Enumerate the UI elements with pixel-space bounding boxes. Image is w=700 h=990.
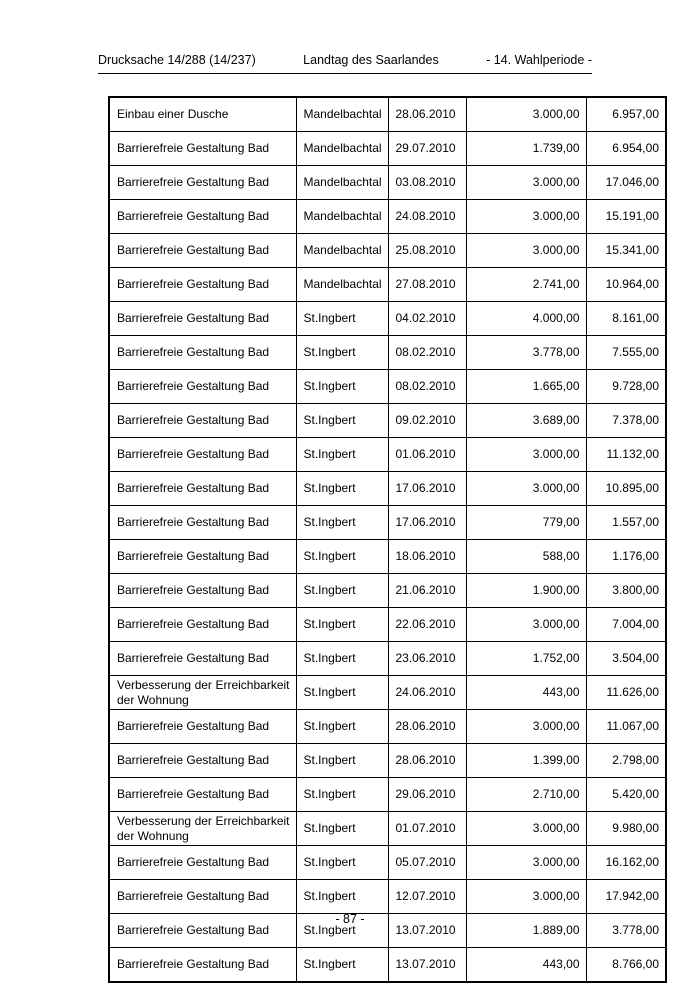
- municipality-cell: St.Ingbert: [296, 642, 388, 676]
- total-cell: 17.942,00: [586, 880, 666, 914]
- measure-cell: Barrierefreie Gestaltung Bad: [109, 744, 296, 778]
- amount-cell: 3.778,00: [466, 336, 586, 370]
- measure-cell: Barrierefreie Gestaltung Bad: [109, 914, 296, 948]
- table-row: [109, 268, 666, 302]
- total-cell: 8.161,00: [586, 302, 666, 336]
- amount-cell: 3.000,00: [466, 880, 586, 914]
- date-cell: 25.08.2010: [388, 234, 466, 268]
- amount-cell: 3.000,00: [466, 200, 586, 234]
- amount-cell: 3.000,00: [466, 166, 586, 200]
- date-cell: 04.02.2010: [388, 302, 466, 336]
- municipality-cell: Mandelbachtal: [296, 234, 388, 268]
- municipality-cell: St.Ingbert: [296, 336, 388, 370]
- date-cell: 28.06.2010: [388, 710, 466, 744]
- amount-cell: 3.000,00: [466, 97, 586, 132]
- total-cell: 1.176,00: [586, 540, 666, 574]
- amount-cell: 443,00: [466, 676, 586, 710]
- measure-cell: Verbesserung der Erreichbarkeit der Wohnung: [109, 812, 296, 846]
- measure-cell: Barrierefreie Gestaltung Bad: [109, 302, 296, 336]
- total-cell: 2.798,00: [586, 744, 666, 778]
- total-cell: 15.341,00: [586, 234, 666, 268]
- total-cell: 7.378,00: [586, 404, 666, 438]
- date-cell: 05.07.2010: [388, 846, 466, 880]
- municipality-cell: Mandelbachtal: [296, 268, 388, 302]
- date-cell: 23.06.2010: [388, 642, 466, 676]
- amount-cell: 3.000,00: [466, 608, 586, 642]
- page-footer: [0, 912, 700, 926]
- municipality-cell: St.Ingbert: [296, 506, 388, 540]
- date-cell: 28.06.2010: [388, 97, 466, 132]
- table-row: [109, 812, 666, 846]
- date-cell: 03.08.2010: [388, 166, 466, 200]
- amount-cell: 3.000,00: [466, 234, 586, 268]
- amount-cell: 2.741,00: [466, 268, 586, 302]
- amount-cell: 443,00: [466, 948, 586, 983]
- table-row: [109, 846, 666, 880]
- measure-cell: Verbesserung der Erreichbarkeit der Wohnung: [109, 676, 296, 710]
- municipality-cell: St.Ingbert: [296, 608, 388, 642]
- amount-cell: 1.889,00: [466, 914, 586, 948]
- date-cell: 13.07.2010: [388, 948, 466, 983]
- table-row: [109, 778, 666, 812]
- total-cell: 1.557,00: [586, 506, 666, 540]
- total-cell: 3.504,00: [586, 642, 666, 676]
- date-cell: 28.06.2010: [388, 744, 466, 778]
- page-number: - 87 -: [335, 912, 365, 926]
- total-cell: 10.895,00: [586, 472, 666, 506]
- amount-cell: 3.000,00: [466, 472, 586, 506]
- measure-cell: Barrierefreie Gestaltung Bad: [109, 166, 296, 200]
- header-parliament-title: Landtag des Saarlandes: [303, 53, 439, 67]
- table-row: [109, 574, 666, 608]
- municipality-cell: St.Ingbert: [296, 778, 388, 812]
- amount-cell: 3.000,00: [466, 812, 586, 846]
- measure-cell: Barrierefreie Gestaltung Bad: [109, 642, 296, 676]
- municipality-cell: Mandelbachtal: [296, 97, 388, 132]
- total-cell: 3.800,00: [586, 574, 666, 608]
- table-row: [109, 506, 666, 540]
- measure-cell: Barrierefreie Gestaltung Bad: [109, 506, 296, 540]
- municipality-cell: St.Ingbert: [296, 540, 388, 574]
- total-cell: 9.728,00: [586, 370, 666, 404]
- table-row: [109, 472, 666, 506]
- measure-cell: Barrierefreie Gestaltung Bad: [109, 540, 296, 574]
- document-header: [98, 54, 592, 74]
- date-cell: 01.07.2010: [388, 812, 466, 846]
- header-drucksache-number: Drucksache 14/288 (14/237): [98, 53, 256, 67]
- measure-cell: Barrierefreie Gestaltung Bad: [109, 404, 296, 438]
- amount-cell: 588,00: [466, 540, 586, 574]
- table-row: [109, 234, 666, 268]
- amount-cell: 3.000,00: [466, 846, 586, 880]
- measure-cell: Barrierefreie Gestaltung Bad: [109, 200, 296, 234]
- date-cell: 29.06.2010: [388, 778, 466, 812]
- table-row: [109, 166, 666, 200]
- total-cell: 6.954,00: [586, 132, 666, 166]
- measure-cell: Barrierefreie Gestaltung Bad: [109, 438, 296, 472]
- municipality-cell: Mandelbachtal: [296, 166, 388, 200]
- municipality-cell: St.Ingbert: [296, 710, 388, 744]
- table-row: [109, 540, 666, 574]
- amount-cell: 1.752,00: [466, 642, 586, 676]
- total-cell: 8.766,00: [586, 948, 666, 983]
- measure-cell: Barrierefreie Gestaltung Bad: [109, 574, 296, 608]
- municipality-cell: St.Ingbert: [296, 472, 388, 506]
- measure-cell: Barrierefreie Gestaltung Bad: [109, 778, 296, 812]
- measure-cell: Barrierefreie Gestaltung Bad: [109, 710, 296, 744]
- date-cell: 01.06.2010: [388, 438, 466, 472]
- amount-cell: 1.739,00: [466, 132, 586, 166]
- date-cell: 18.06.2010: [388, 540, 466, 574]
- table-row: [109, 744, 666, 778]
- header-wahlperiode: - 14. Wahlperiode -: [486, 53, 592, 67]
- municipality-cell: St.Ingbert: [296, 370, 388, 404]
- municipality-cell: St.Ingbert: [296, 676, 388, 710]
- date-cell: 24.06.2010: [388, 676, 466, 710]
- municipality-cell: St.Ingbert: [296, 812, 388, 846]
- municipality-cell: Mandelbachtal: [296, 132, 388, 166]
- municipality-cell: St.Ingbert: [296, 880, 388, 914]
- date-cell: 08.02.2010: [388, 370, 466, 404]
- table-row: [109, 438, 666, 472]
- municipality-cell: St.Ingbert: [296, 914, 388, 948]
- total-cell: 7.555,00: [586, 336, 666, 370]
- measure-cell: Barrierefreie Gestaltung Bad: [109, 846, 296, 880]
- measure-cell: Barrierefreie Gestaltung Bad: [109, 472, 296, 506]
- municipality-cell: St.Ingbert: [296, 404, 388, 438]
- total-cell: 15.191,00: [586, 200, 666, 234]
- measure-cell: Barrierefreie Gestaltung Bad: [109, 132, 296, 166]
- measure-cell: Barrierefreie Gestaltung Bad: [109, 234, 296, 268]
- measure-cell: Barrierefreie Gestaltung Bad: [109, 268, 296, 302]
- total-cell: 5.420,00: [586, 778, 666, 812]
- table-row: [109, 608, 666, 642]
- date-cell: 17.06.2010: [388, 506, 466, 540]
- municipality-cell: St.Ingbert: [296, 574, 388, 608]
- amount-cell: 779,00: [466, 506, 586, 540]
- total-cell: 7.004,00: [586, 608, 666, 642]
- table-row: [109, 370, 666, 404]
- total-cell: 11.626,00: [586, 676, 666, 710]
- total-cell: 10.964,00: [586, 268, 666, 302]
- amount-cell: 3.000,00: [466, 438, 586, 472]
- amount-cell: 3.689,00: [466, 404, 586, 438]
- amount-cell: 1.665,00: [466, 370, 586, 404]
- date-cell: 21.06.2010: [388, 574, 466, 608]
- date-cell: 24.08.2010: [388, 200, 466, 234]
- total-cell: 9.980,00: [586, 812, 666, 846]
- table-row: [109, 642, 666, 676]
- date-cell: 22.06.2010: [388, 608, 466, 642]
- table-row: [109, 710, 666, 744]
- table-row: [109, 200, 666, 234]
- total-cell: 11.132,00: [586, 438, 666, 472]
- grants-table: [108, 96, 667, 983]
- date-cell: 29.07.2010: [388, 132, 466, 166]
- table-row: [109, 404, 666, 438]
- municipality-cell: St.Ingbert: [296, 846, 388, 880]
- table-row: [109, 336, 666, 370]
- date-cell: 13.07.2010: [388, 914, 466, 948]
- table-row: [109, 948, 666, 983]
- measure-cell: Barrierefreie Gestaltung Bad: [109, 608, 296, 642]
- amount-cell: 3.000,00: [466, 710, 586, 744]
- municipality-cell: St.Ingbert: [296, 438, 388, 472]
- date-cell: 27.08.2010: [388, 268, 466, 302]
- date-cell: 09.02.2010: [388, 404, 466, 438]
- total-cell: 3.778,00: [586, 914, 666, 948]
- amount-cell: 1.399,00: [466, 744, 586, 778]
- measure-cell: Barrierefreie Gestaltung Bad: [109, 370, 296, 404]
- date-cell: 12.07.2010: [388, 880, 466, 914]
- total-cell: 17.046,00: [586, 166, 666, 200]
- total-cell: 16.162,00: [586, 846, 666, 880]
- table-row: [109, 880, 666, 914]
- amount-cell: 4.000,00: [466, 302, 586, 336]
- date-cell: 17.06.2010: [388, 472, 466, 506]
- grants-table-body: [109, 97, 666, 982]
- total-cell: 6.957,00: [586, 97, 666, 132]
- municipality-cell: St.Ingbert: [296, 744, 388, 778]
- municipality-cell: St.Ingbert: [296, 302, 388, 336]
- measure-cell: Einbau einer Dusche: [109, 97, 296, 132]
- table-row: [109, 97, 666, 132]
- amount-cell: 1.900,00: [466, 574, 586, 608]
- measure-cell: Barrierefreie Gestaltung Bad: [109, 336, 296, 370]
- municipality-cell: St.Ingbert: [296, 948, 388, 983]
- table-row: [109, 132, 666, 166]
- table-row: [109, 676, 666, 710]
- amount-cell: 2.710,00: [466, 778, 586, 812]
- date-cell: 08.02.2010: [388, 336, 466, 370]
- measure-cell: Barrierefreie Gestaltung Bad: [109, 948, 296, 983]
- table-row: [109, 302, 666, 336]
- total-cell: 11.067,00: [586, 710, 666, 744]
- municipality-cell: Mandelbachtal: [296, 200, 388, 234]
- measure-cell: Barrierefreie Gestaltung Bad: [109, 880, 296, 914]
